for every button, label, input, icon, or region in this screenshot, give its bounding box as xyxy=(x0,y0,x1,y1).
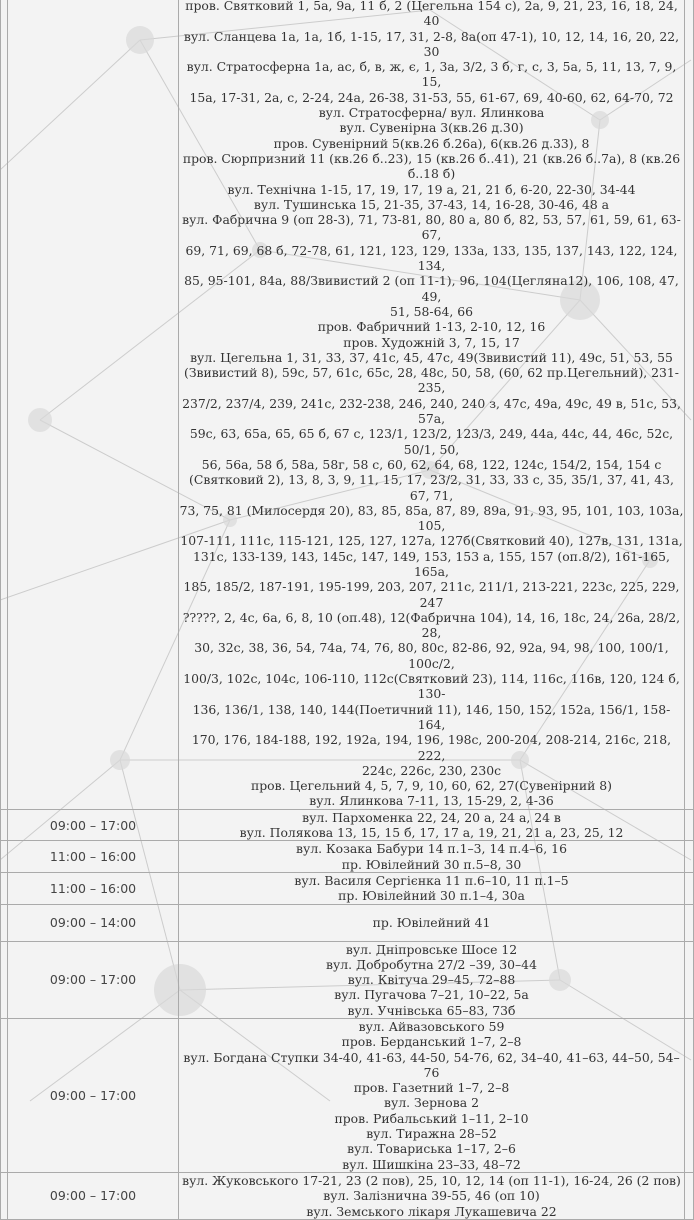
address-line: б..18 б) xyxy=(407,166,456,182)
address-line: 73, 75, 81 (Милосердя 20), 83, 85, 85а, 87, 89, 89а, 91, 93, 95, 101, 103, 103а, 105, xyxy=(179,502,684,534)
table-row xyxy=(1,904,694,941)
time-cell: 09:00 – 17:00 xyxy=(8,1019,179,1173)
address-line: пров. Сюрпризний 11 (кв.26 б..23), 15 (кв.26 б..41), 21 (кв.26 б..7а), 8 (кв.26 xyxy=(182,150,681,166)
address-line: вул. Тушинська 15, 21-35, 37-43, 14, 16-28, 30-46, 48 а xyxy=(253,196,610,212)
time-cell: 09:00 – 17:00 xyxy=(8,809,179,841)
time-cell: 09:00 – 14:00 xyxy=(8,904,179,941)
address-line: вул. Квітуча 29–45, 72–88 xyxy=(347,972,516,988)
address-line: вул. Технічна 1-15, 17, 19, 17, 19 а, 21, 21 б, 6-20, 22-30, 34-44 xyxy=(227,181,636,197)
address-line: 85, 95-101, 84а, 88/Звивистий 2 (оп 11-1), 96, 104(Цегляна12), 106, 108, 47, 49, xyxy=(184,273,679,304)
address-line: (Святковий 2), 13, 8, 3, 9, 11, 15, 17, 23/2, 31, 33, 33 с, 35, 35/1, 37, 41, 43, 67, 71, xyxy=(189,472,674,503)
address-line: вул. Учнівська 65–83, 73б xyxy=(347,1002,516,1018)
time-cell: 11:00 – 16:00 xyxy=(8,872,179,904)
time-cell: 09:00 – 17:00 xyxy=(8,941,179,1018)
address-line: пров. Цегельний 4, 5, 7, 9, 10, 60, 62, 27(Сувенірний 8) xyxy=(250,778,613,794)
address-line: 51, 58-64, 66 xyxy=(389,303,473,319)
address-line: вул. Полякова 13, 15, 15 б, 17, 17 а, 19, 21, 21 а, 23, 25, 12 xyxy=(239,825,624,841)
address-line: вул. Пархоменка 22, 24, 20 а, 24 а, 24 в xyxy=(302,809,561,825)
address-line: вул. Дніпровське Шосе 12 xyxy=(345,941,518,957)
address-line: вул. Залізнична 39-55, 46 (оп 10) xyxy=(323,1188,540,1204)
address-line: пров. Художній 3, 7, 15, 17 xyxy=(343,334,520,350)
address-line: вул. Фабрична 9 (оп 28-3), 71, 73-81, 80, 80 а, 80 б, 82, 53, 57, 61, 59, 61, 63-67, xyxy=(182,212,681,243)
address-line: вул. Стратосферна 1а, ас, б, в, ж, є, 1, 3а, 3/2, 3 б, г, с, 3, 5а, 5, 11, 13, 7, 9, 15, xyxy=(186,59,677,90)
address-line: вул. Сланцева 1а, 1а, 1б, 1-15, 17, 31, 2-8, 8а(оп 47-1), 10, 12, 14, 16, 20, 22, 30 xyxy=(183,28,680,59)
address-cell xyxy=(179,872,685,904)
address-line: 69, 71, 69, 68 б, 72-78, 61, 121, 123, 129, 133а, 133, 135, 137, 143, 122, 124, 134, xyxy=(185,242,678,274)
address-line: пр. Ювілейний 30 п.5–8, 30 xyxy=(341,856,522,872)
address-line: пров. Фабричний 1-13, 2-10, 12, 16 xyxy=(317,319,546,335)
time-cell: 09:00 – 17:00 xyxy=(8,1172,179,1219)
address-line: 185, 185/2, 187-191, 195-199, 203, 207, 211с, 211/1, 213-221, 223с, 225, 229, 247 xyxy=(183,579,680,610)
address-line: вул. Цегельна 1, 31, 33, 37, 41с, 45, 47с, 49(Звивистий 11), 49с, 51, 53, 55 xyxy=(190,349,673,365)
address-line: пров. Сувенірний 5(кв.26 б.26а), 6(кв.26 д.33), 8 xyxy=(273,135,590,151)
address-line: вул. Добробутна 27/2 –39, 30–44 xyxy=(326,956,537,972)
address-cell xyxy=(179,941,685,1018)
address-line: 30, 32с, 38, 36, 54, 74а, 74, 76, 80, 80с, 82-86, 92, 92а, 94, 98, 100, 100/1, 100с/2, xyxy=(194,640,669,671)
address-line: вул. Шишкіна 23–33, 48–72 xyxy=(342,1156,521,1172)
address-line: вул. Жуковського 17-21, 23 (2 пов), 25, 10, 12, 14 (оп 11-1), 16-24, 26 (2 пов) xyxy=(182,1172,681,1188)
address-line: ?????, 2, 4с, 6а, 6, 8, 10 (оп.48), 12(Фабрична 104), 14, 16, 18с, 24, 26а, 28/2, 28, xyxy=(182,609,681,641)
table-row xyxy=(1,809,694,841)
address-line: 131с, 133-139, 143, 145с, 147, 149, 153, 153 а, 155, 157 (оп.8/2), 161-165, 165а, xyxy=(193,548,670,579)
address-line: пров. Рибальський 1–11, 2–10 xyxy=(334,1110,529,1126)
address-line: 170, 176, 184-188, 192, 192а, 194, 196, 198с, 200-204, 208-214, 216с, 218, 222, xyxy=(191,732,672,763)
address-cell xyxy=(179,0,685,809)
address-line: (Звивистий 8), 59с, 57, 61с, 65с, 28, 48с, 50, 58, (60, 62 пр.Цегельний), 231-235, xyxy=(184,365,679,396)
address-cell xyxy=(179,1019,685,1173)
address-line: пров. Святковий 1, 5а, 9а, 11 б, 2 (Цегельна 154 с), 2а, 9, 21, 23, 16, 18, 24, 40 xyxy=(185,0,678,29)
address-line: 107-111, 111с, 115-121, 125, 127, 127а, 127б(Святковий 40), 127в, 131, 131а, xyxy=(180,533,683,549)
address-line: вул. Василя Сергієнка 11 п.6–10, 11 п.1–5 xyxy=(294,872,569,888)
address-cell xyxy=(179,809,685,841)
table-row xyxy=(1,941,694,1018)
address-line: пров. Газетний 1–7, 2–8 xyxy=(353,1080,510,1096)
address-line: 237/2, 237/4, 239, 241с, 232-238, 246, 240, 240 з, 47с, 49а, 49с, 49 в, 51с, 53, 57а, xyxy=(182,395,681,427)
address-line: вул. Айвазовського 59 xyxy=(358,1019,505,1034)
time-cell: 11:00 – 16:00 xyxy=(8,841,179,873)
table-row xyxy=(1,1172,694,1219)
address-line: вул. Тиражна 28–52 xyxy=(366,1126,497,1142)
address-line: 15а, 17-31, 2а, с, 2-24, 24а, 26-38, 31-53, 55, 61-67, 69, 40-60, 62, 64-70, 72 xyxy=(189,89,674,105)
address-line: вул. Товариська 1–17, 2–6 xyxy=(347,1141,516,1157)
address-line: пр. Ювілейний 30 п.1–4, 30а xyxy=(338,888,525,904)
time-cell xyxy=(8,0,179,809)
address-line: 59с, 63, 65а, 65, 65 б, 67 с, 123/1, 123/2, 123/3, 249, 44а, 44с, 44, 46с, 52с, 50/1, 50, xyxy=(189,426,674,457)
address-line: 100/3, 102с, 104с, 106-110, 112с(Святковий 23), 114, 116с, 116в, 120, 124 б, 130- xyxy=(183,671,680,702)
table-row xyxy=(1,1019,694,1173)
address-line: вул. Ялинкова 7-11, 13, 15-29, 2, 4-36 xyxy=(309,793,554,809)
address-line: пров. Берданський 1–7, 2–8 xyxy=(341,1034,522,1050)
address-cell xyxy=(179,841,685,873)
address-line: вул. Стратосферна/ вул. Ялинкова xyxy=(318,105,545,121)
address-line: вул. Зернова 2 xyxy=(384,1095,479,1111)
address-line: пр. Ювілейний 41 xyxy=(372,914,491,930)
address-line: вул. Сувенірна 3(кв.26 д.30) xyxy=(339,120,524,136)
table-row xyxy=(1,872,694,904)
address-line: 136, 136/1, 138, 140, 144(Поетичний 11), 146, 150, 152, 152а, 156/1, 158-164, xyxy=(192,701,671,732)
address-line: вул. Пугачова 7–21, 10–22, 5а xyxy=(334,987,529,1003)
address-line: вул. Земського лікаря Лукашевича 22 xyxy=(306,1203,557,1219)
address-line: 56, 56а, 58 б, 58а, 58г, 58 с, 60, 62, 64, 68, 122, 124с, 154/2, 154, 154 с xyxy=(201,456,662,472)
address-cell xyxy=(179,1172,685,1219)
address-line: вул. Богдана Ступки 34-40, 41-63, 44-50, 54-76, 62, 34–40, 41–63, 44–50, 54–76 xyxy=(183,1049,680,1080)
table-row xyxy=(1,841,694,873)
table-row xyxy=(1,0,694,809)
address-line: вул. Козака Бабури 14 п.1–3, 14 п.4–6, 16 xyxy=(296,841,567,857)
address-line: 224с, 226с, 230, 230с xyxy=(361,762,502,778)
address-cell xyxy=(179,904,685,941)
